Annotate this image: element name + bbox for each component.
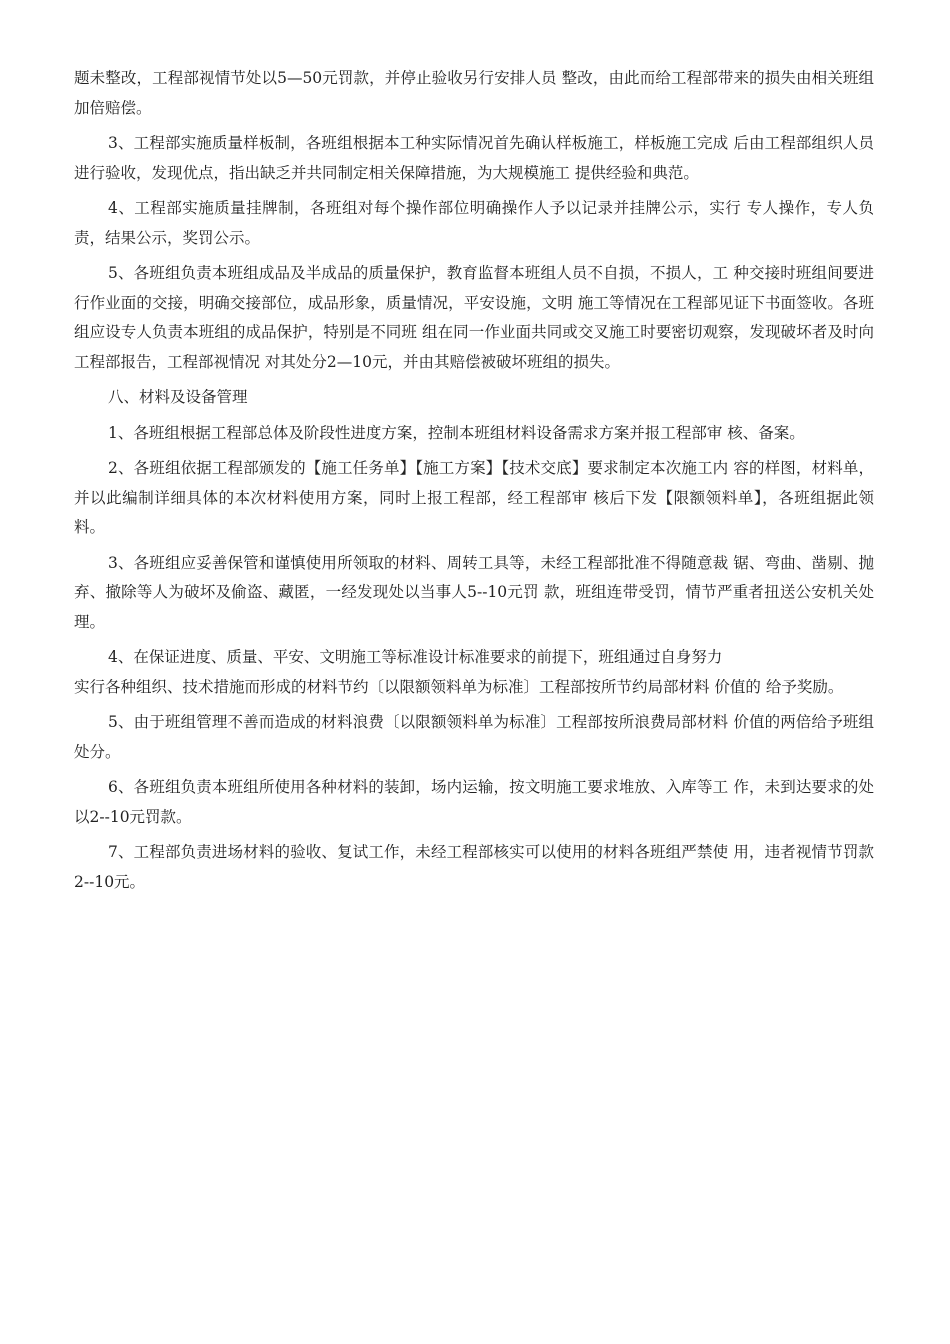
paragraph-item-5-product-protection: 5、各班组负责本班组成品及半成品的质量保护，教育监督本班组人员不自损，不损人，工 种交接时班组间要进行作业面的交接，明确交接部位，成品形象，质量情况，平安设施，文明 施工等情况在工程部见证下书面签收。各班组应设专人负责本班组的成品保护，特别是不同班 组在同一作业面共同或交叉施工时要密切观察，发现破坏者及时向工程部报告，工程部视情况 对其处分2—10元，并由其赔偿被破坏班组的损失。 <box>74 264 874 371</box>
paragraph-materials-item-7: 7、工程部负责进场材料的验收、复试工作，未经工程部核实可以使用的材料各班组严禁使 用，违者视情节罚款2--10元。 <box>74 843 874 891</box>
paragraph-materials-item-3: 3、各班组应妥善保管和谨慎使用所领取的材料、周转工具等，未经工程部批准不得随意裁 锯、弯曲、凿剔、抛弃、撤除等人为破坏及偷盗、藏匿，一经发现处以当事人5--10元罚 款，班组连带受罚，情节严重者扭送公安机关处理。 <box>74 553 874 631</box>
paragraph-continuation: 题未整改，工程部视情节处以5—50元罚款，并停止验收另行安排人员 整改，由此而给工程部带来的损失由相关班组加倍赔偿。 <box>74 69 874 117</box>
paragraph-materials-item-4-cont: 实行各种组织、技术措施而形成的材料节约〔以限额领料单为标准〕工程部按所节约局部材料 价值的 给予奖励。 <box>74 677 844 696</box>
paragraph-materials-item-1: 1、各班组根据工程部总体及阶段性进度方案，控制本班组材料设备需求方案并报工程部审 核、备案。 <box>108 423 805 442</box>
paragraph-materials-item-6: 6、各班组负责本班组所使用各种材料的装卸，场内运输，按文明施工要求堆放、入库等工 作，未到达要求的处以2--10元罚款。 <box>74 778 874 826</box>
paragraph-item-3-sample-system: 3、工程部实施质量样板制，各班组根据本工种实际情况首先确认样板施工，样板施工完成 后由工程部组织人员进行验收，发现优点，指出缺乏并共同制定相关保障措施，为大规模施工 提供经验和典范。 <box>74 134 874 182</box>
paragraph-materials-item-5: 5、由于班组管理不善而造成的材料浪费〔以限额领料单为标准〕工程部按所浪费局部材料 价值的两倍给予班组处分。 <box>74 713 874 761</box>
document-body <box>74 64 874 903</box>
section-heading-materials: 八、材料及设备管理 <box>108 388 248 406</box>
paragraph-materials-item-4-start: 4、在保证进度、质量、平安、文明施工等标准设计标准要求的前提下，班组通过自身努力 <box>108 648 723 666</box>
paragraph-item-4-tagging-system: 4、工程部实施质量挂牌制，各班组对每个操作部位明确操作人予以记录并挂牌公示，实行 专人操作，专人负责，结果公示，奖罚公示。 <box>74 199 874 247</box>
paragraph-materials-item-2: 2、各班组依据工程部颁发的【施工任务单】【施工方案】【技术交底】要求制定本次施工内 容的样图，材料单，并以此编制详细具体的本次材料使用方案，同时上报工程部，经工程部审 核后下发【限额领料单】，各班组据此领料。 <box>74 459 874 536</box>
